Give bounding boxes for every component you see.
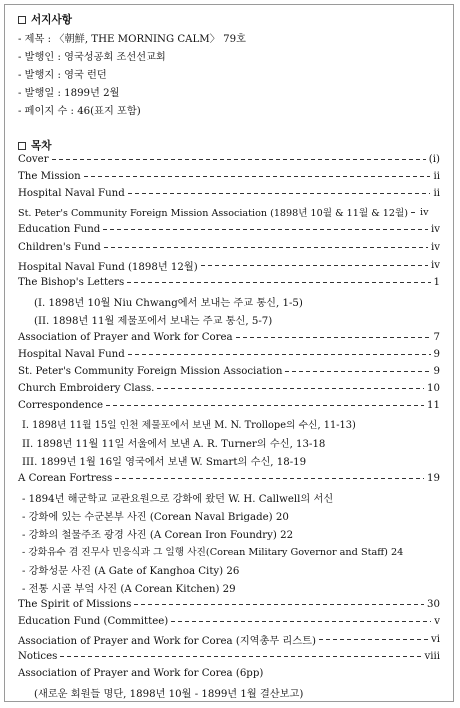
biblio-pages: - 페이지 수 : 46(표지 포함) [18,106,141,117]
dot-leader [201,265,428,266]
toc-subentry: - 1894년 해군학교 교관요원으로 강화에 왔던 W. H. Callwell의 서신 [22,494,334,505]
toc-entry-page: viii [424,650,440,662]
toc-subentry: (II. 1898년 11월 제물포에서 보내는 주교 통신, 5-7) [34,316,273,327]
toc-entry-title: Church Embroidery Class. [18,382,155,394]
toc-entry-title: Hospital Naval Fund [18,348,125,360]
biblio-publisher: - 발행인 : 영국성공회 조선선교회 [18,52,166,63]
biblio-title: - 제목 : 〈朝鮮, THE MORNING CALM〉 79호 [18,34,246,45]
toc-subentry: - 강화유수 겸 진무사 민응식과 그 일행 사진(Corean Military Governor and Staff) 24 [22,547,404,558]
toc-entry [18,240,440,254]
toc-entry-title: Association of Prayer and Work for Corea (지역총무 리스트) [18,635,316,647]
toc-entry [18,597,440,611]
toc-subentry: - 강화성문 사진 (A Gate of Kanghoa City) 26 [22,566,240,577]
biblio-heading-text: 서지사항 [31,14,72,26]
checkbox-square-icon [18,142,26,150]
toc-entry-page: ii [433,187,440,199]
toc-entry-page: 10 [427,382,440,394]
toc-entry-title: Education Fund [18,223,101,235]
toc-entry-title: Hospital Naval Fund (1898년 12월) [18,261,198,273]
dot-leader [134,604,424,605]
toc-entry-page: iv [430,241,440,253]
toc-entry-title: St. Peter's Community Foreign Mission Association (1898년 10월 & 11월 & 12월) [18,208,409,219]
toc-entry [18,632,440,646]
toc-entry-page: ii [433,170,440,182]
toc-entry [18,258,440,272]
toc-entry-page: (i) [428,153,440,165]
toc-subentry: - 전통 시골 부엌 사진 (A Corean Kitchen) 29 [22,584,236,595]
toc-subentry: - 강화에 있는 수군본부 사진 (Corean Naval Brigade) 20 [22,512,289,523]
dot-leader [104,247,428,248]
toc-entry-title: The Mission [18,170,81,182]
biblio-heading [18,12,72,27]
toc-entry [18,205,440,219]
toc-entry [18,364,440,378]
toc-subentry: - 강화의 철물주조 광경 사진 (A Corean Iron Foundry) 22 [22,530,294,541]
toc-entry [18,222,440,236]
toc-entry [18,381,440,395]
checkbox-square-icon [18,16,26,24]
toc-entry-title: Association of Prayer and Work for Corea [18,331,233,343]
toc-entry [18,398,440,412]
dot-leader [157,388,424,389]
toc-entry-page: 9 [433,365,440,377]
dot-leader [285,371,430,372]
toc-entry-page: iv [430,259,440,271]
toc-entry-page: v [434,615,440,627]
toc-entry-title: The Bishop's Letters [18,276,125,288]
dot-leader [171,621,431,622]
toc-entry [18,330,440,344]
dot-leader [115,478,424,479]
toc-subentry: I. 1898년 11월 15일 인천 제물포에서 보낸 M. N. Trollope의 수신, 11-13) [22,420,356,431]
toc-entry-title: Education Fund (Committee) [18,615,169,627]
toc-entry [18,649,440,663]
toc-entry-page: 1 [433,276,440,288]
dot-leader [319,639,428,640]
toc-entry-page: 19 [427,472,440,484]
toc-entry-page: vi [430,633,440,645]
toc-subentry: III. 1899년 1월 16일 영국에서 보낸 W. Smart의 수신, 18-19 [22,457,307,468]
toc-entry-page: 7 [433,331,440,343]
toc-entry [18,152,440,166]
toc-entry [18,347,440,361]
toc-entry [18,614,440,628]
dot-leader [60,656,421,657]
toc-entry-page: iv [430,223,440,235]
toc-subentry: (I. 1898년 10월 Niu Chwang에서 보내는 주교 통신, 1-5) [34,298,303,309]
toc-entry-page: 9 [433,348,440,360]
dot-leader [127,282,430,283]
toc-entry-page: iv [420,206,429,218]
toc-subentry: Association of Prayer and Work for Corea (6pp) [18,668,264,679]
toc-entry [18,169,440,183]
dot-leader [84,176,431,177]
toc-entry-title: Cover [18,153,49,165]
dot-leader [52,159,426,160]
toc-entry [18,186,440,200]
toc-subentry: (새로운 회원들 명단, 1898년 10월 - 1899년 1월 결산보고) [34,689,304,700]
biblio-place: - 발행지 : 영국 런던 [18,70,107,81]
biblio-date: - 발행일 : 1899년 2월 [18,88,120,99]
toc-entry-title: Notices [18,650,58,662]
toc-entry-title: St. Peter's Community Foreign Mission Association [18,365,283,377]
toc-entry-title: Correspondence [18,399,103,411]
toc-subentry: II. 1898년 11월 11일 서울에서 보낸 A. R. Turner의 수신, 13-18 [22,439,326,450]
dot-leader [128,193,431,194]
toc-entry-title: A Corean Fortress [18,472,113,484]
toc-heading-text: 목차 [31,140,52,152]
toc-entry-title: Children's Fund [18,241,101,253]
toc-entry-page: 30 [427,598,440,610]
dot-leader [106,405,424,406]
toc-entry-title: The Spirit of Missions [18,598,132,610]
toc-entry-title: Hospital Naval Fund [18,187,125,199]
dot-leader [236,337,431,338]
dot-leader [103,229,428,230]
toc-heading [18,138,51,153]
dot-leader [411,212,417,213]
dot-leader [128,354,431,355]
toc-entry-page: 11 [427,399,440,411]
toc-entry [18,471,440,485]
toc-entry [18,275,440,289]
